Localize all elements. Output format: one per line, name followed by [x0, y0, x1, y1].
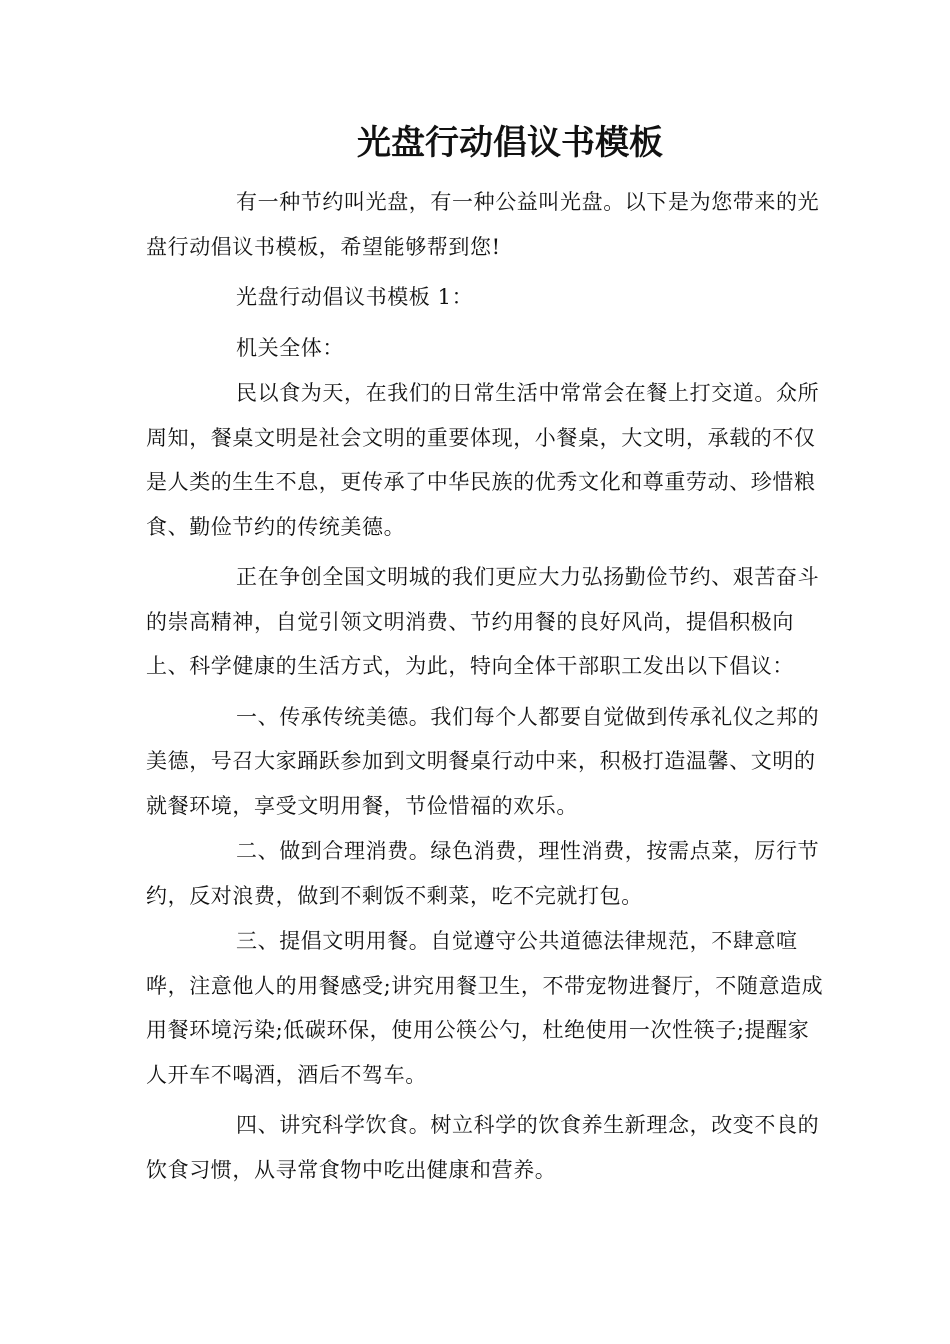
proposal-item-3: 三、提倡文明用餐。自觉遵守公共道德法律规范，不肆意喧哗，注意他人的用餐感受;讲究用餐卫生，不带宠物进餐厅，不随意造成用餐环境污染;低碳环保，使用公筷公勺，杜绝使用一次性筷子;提醒家人开车不喝酒，酒后不驾车。 — [146, 929, 824, 1087]
body-paragraph: 民以食为天，在我们的日常生活中常常会在餐上打交道。众所周知，餐桌文明是社会文明的重要体现，小餐桌，大文明，承载的不仅是人类的生生不息，更传承了中华民族的优秀文化和尊重劳动、珍惜粮食、勤俭节约的传统美德。 — [146, 381, 820, 539]
document-title: 光盘行动倡议书模板 — [357, 123, 663, 163]
document-body — [146, 180, 826, 1192]
proposal-item-4: 四、讲究科学饮食。树立科学的饮食养生新理念，改变不良的饮食习惯，从寻常食物中吃出健康和营养。 — [146, 1113, 820, 1182]
template-heading: 光盘行动倡议书模板 1： — [236, 285, 474, 309]
intro-paragraph: 有一种节约叫光盘，有一种公益叫光盘。以下是为您带来的光盘行动倡议书模板，希望能够帮到您! — [146, 190, 820, 259]
proposal-item-2: 二、做到合理消费。绿色消费，理性消费，按需点菜，厉行节约，反对浪费，做到不剩饭不剩菜，吃不完就打包。 — [146, 839, 820, 908]
salutation: 机关全体： — [236, 335, 344, 360]
body-paragraph: 正在争创全国文明城的我们更应大力弘扬勤俭节约、艰苦奋斗的崇高精神，自觉引领文明消费、节约用餐的良好风尚，提倡积极向上、科学健康的生活方式，为此，特向全体干部职工发出以下倡议： — [146, 565, 820, 678]
proposal-item-1: 一、传承传统美德。我们每个人都要自觉做到传承礼仪之邦的美德，号召大家踊跃参加到文明餐桌行动中来，积极打造温馨、文明的就餐环境，享受文明用餐，节俭惜福的欢乐。 — [146, 704, 820, 818]
